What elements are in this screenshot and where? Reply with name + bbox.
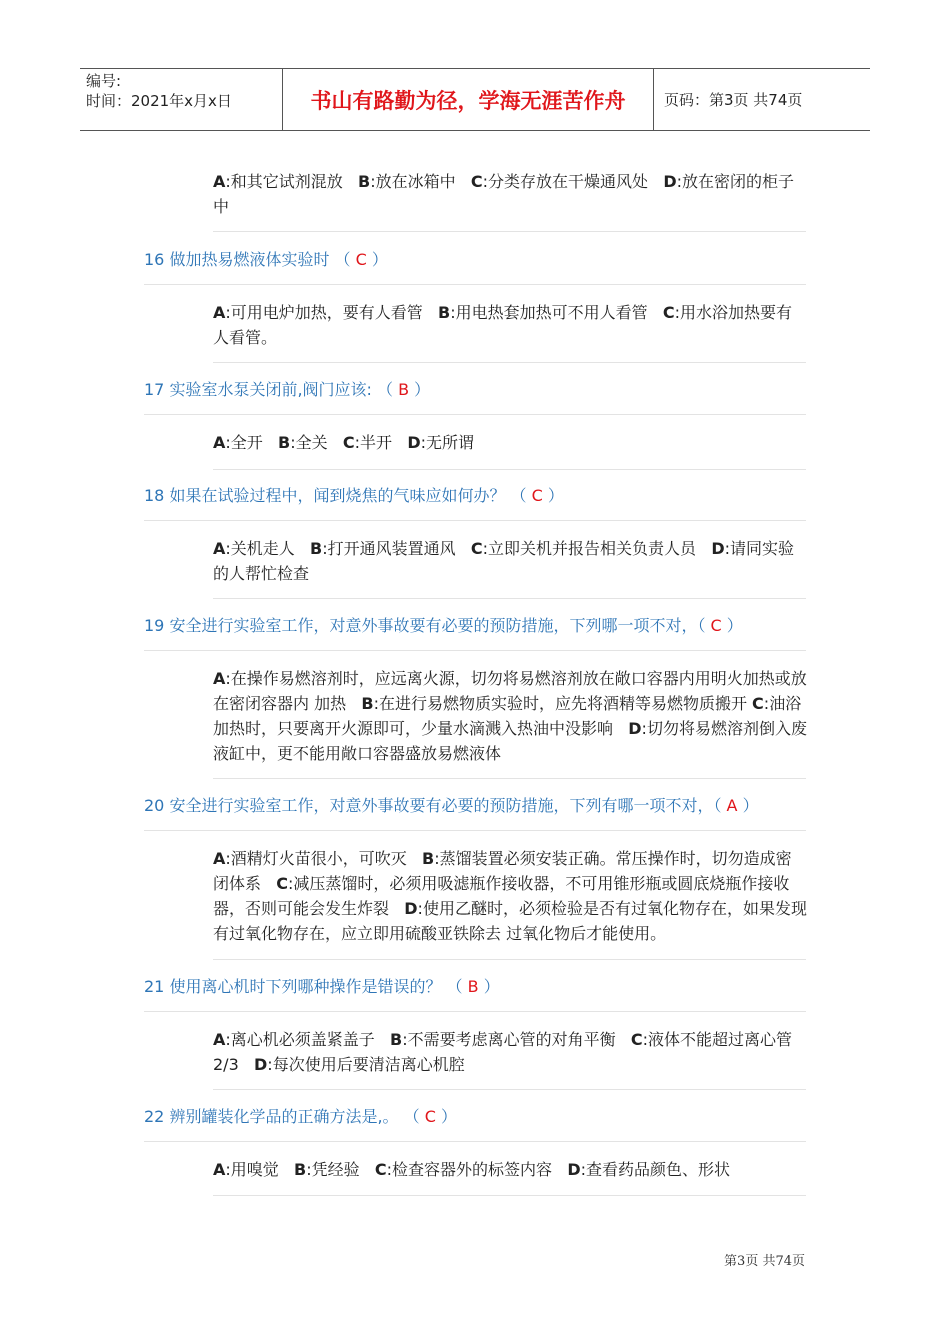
option-key: B bbox=[358, 172, 371, 191]
header-meta bbox=[80, 69, 282, 130]
option-text: :不需要考虑离心管的对角平衡 bbox=[402, 1030, 631, 1049]
option-key: D bbox=[404, 899, 418, 918]
answer-options bbox=[213, 1157, 807, 1182]
header-motto: 书山有路勤为径，学海无涯苦作舟 bbox=[282, 69, 654, 130]
answer-letter: C bbox=[705, 616, 727, 635]
option-key: B bbox=[294, 1160, 307, 1179]
option-key: B bbox=[438, 303, 451, 322]
option-key: C bbox=[662, 303, 675, 322]
option-key: A bbox=[213, 849, 226, 868]
option-key: C bbox=[276, 874, 289, 893]
option-key: A bbox=[213, 539, 226, 558]
option-text: :液体不能超过离心管 2/3 bbox=[213, 1030, 798, 1074]
option-text: :全关 bbox=[290, 433, 343, 452]
option-key: C bbox=[470, 172, 483, 191]
option-text: :无所谓 bbox=[420, 433, 474, 452]
option-key: C bbox=[630, 1030, 643, 1049]
question-text: 16 做加热易燃液体实验时 （ bbox=[144, 250, 351, 269]
option-text: :可用电炉加热，要有人看管 bbox=[225, 303, 439, 322]
divider bbox=[144, 520, 806, 521]
option-text: :关机走人 bbox=[225, 539, 311, 558]
option-text: :每次使用后要清洁离心机腔 bbox=[267, 1055, 465, 1074]
option-text: :凭经验 bbox=[306, 1160, 375, 1179]
answer-options bbox=[213, 300, 807, 350]
question-title bbox=[144, 615, 806, 637]
question-close: ） bbox=[414, 380, 431, 399]
option-key: B bbox=[278, 433, 291, 452]
option-key: A bbox=[213, 1030, 226, 1049]
answer-options bbox=[213, 666, 807, 766]
question-title bbox=[144, 379, 806, 401]
answer-options bbox=[213, 846, 807, 946]
option-text: :打开通风装置通风 bbox=[322, 539, 471, 558]
option-key: B bbox=[390, 1030, 403, 1049]
page-footer: 第3页 共74页 bbox=[724, 1254, 805, 1269]
question-text: 20 安全进行实验室工作，对意外事故要有必要的预防措施，下列有哪一项不对，（ bbox=[144, 796, 722, 815]
option-key: A bbox=[213, 433, 226, 452]
option-text: :分类存放在干燥通风处 bbox=[482, 172, 664, 191]
answer-letter: B bbox=[462, 977, 484, 996]
option-text: :放在冰箱中 bbox=[370, 172, 471, 191]
answer-options bbox=[213, 169, 807, 219]
divider bbox=[144, 414, 806, 415]
question-close: ） bbox=[742, 796, 759, 815]
option-text: :使用乙醚时，必须检验是否有过氧化物存在，如果发现有过氧化物存在，应立即用硫酸亚铁除去 过氧化物后才能使用。 bbox=[213, 899, 807, 943]
option-text: :全开 bbox=[225, 433, 279, 452]
question-title bbox=[144, 1106, 806, 1128]
divider bbox=[213, 1195, 806, 1196]
question-close: ） bbox=[371, 250, 388, 269]
option-key: B bbox=[422, 849, 435, 868]
divider bbox=[213, 1089, 806, 1090]
option-text: :酒精灯火苗很小，可吹灭 bbox=[225, 849, 423, 868]
option-key: D bbox=[711, 539, 725, 558]
divider bbox=[213, 959, 806, 960]
option-key: D bbox=[567, 1160, 581, 1179]
option-key: B bbox=[361, 694, 374, 713]
divider bbox=[144, 284, 806, 285]
option-key: D bbox=[628, 719, 642, 738]
divider bbox=[144, 830, 806, 831]
question-close: ） bbox=[547, 486, 564, 505]
question-title bbox=[144, 976, 806, 998]
option-text: :蒸馏装置必须安装正确。常压操作时，切勿造成密闭体系 bbox=[213, 849, 792, 893]
doc-number-label: 编号: bbox=[86, 72, 122, 90]
option-key: C bbox=[342, 433, 355, 452]
option-key: C bbox=[752, 694, 764, 713]
option-key: D bbox=[254, 1055, 268, 1074]
option-key: C bbox=[374, 1160, 387, 1179]
question-text: 18 如果在试验过程中，闻到烧焦的气味应如何办？ （ bbox=[144, 486, 527, 505]
question-title bbox=[144, 249, 806, 271]
answer-options bbox=[213, 430, 807, 455]
option-text: :油浴加热时，只要离开火源即可，少量水滴溅入热油中没影响 bbox=[213, 694, 802, 738]
answer-options bbox=[213, 1027, 807, 1077]
option-text: :切勿将易燃溶剂倒入废液缸中，更不能用敞口容器盛放易燃液体 bbox=[213, 719, 807, 763]
option-text: :立即关机并报告相关负责人员 bbox=[482, 539, 712, 558]
option-text: :放在密闭的柜子中 bbox=[213, 172, 794, 216]
option-text: :在进行易燃物质实验时，应先将酒精等易燃物质搬开 bbox=[373, 694, 753, 713]
answer-letter: C bbox=[526, 486, 548, 505]
option-text: :查看药品颜色、形状 bbox=[580, 1160, 730, 1179]
option-key: B bbox=[310, 539, 323, 558]
answer-options bbox=[213, 536, 807, 586]
option-text: :用电热套加热可不用人看管 bbox=[450, 303, 663, 322]
question-close: ） bbox=[726, 616, 743, 635]
answer-letter: C bbox=[419, 1107, 441, 1126]
divider bbox=[213, 362, 806, 363]
option-key: A bbox=[213, 172, 226, 191]
header-page-label: 页码：第3页 共74页 bbox=[664, 91, 803, 109]
doc-time-label: 时间：2021年x月x日 bbox=[86, 92, 232, 110]
option-text: :检查容器外的标签内容 bbox=[386, 1160, 568, 1179]
option-text: :用水浴加热要有人看管。 bbox=[213, 303, 793, 347]
question-close: ） bbox=[440, 1107, 457, 1126]
question-title bbox=[144, 795, 806, 817]
divider bbox=[213, 469, 806, 470]
option-key: A bbox=[213, 1160, 226, 1179]
answer-letter: C bbox=[350, 250, 372, 269]
question-text: 21 使用离心机时下列哪种操作是错误的？ （ bbox=[144, 977, 463, 996]
divider bbox=[144, 1141, 806, 1142]
question-close: ） bbox=[483, 977, 500, 996]
divider bbox=[213, 231, 806, 232]
option-key: A bbox=[213, 303, 226, 322]
question-text: 19 安全进行实验室工作，对意外事故要有必要的预防措施，下列哪一项不对，（ bbox=[144, 616, 706, 635]
divider bbox=[144, 1011, 806, 1012]
option-key: D bbox=[663, 172, 677, 191]
answer-letter: A bbox=[721, 796, 743, 815]
page-header bbox=[80, 68, 870, 131]
option-key: D bbox=[407, 433, 421, 452]
option-text: :在操作易燃溶剂时，应远离火源，切勿将易燃溶剂放在敞口容器内用明火加热或放在密闭容器内 加热 bbox=[213, 669, 807, 713]
question-text: 17 实验室水泵关闭前,阀门应该: （ bbox=[144, 380, 394, 399]
divider bbox=[213, 778, 806, 779]
divider bbox=[144, 650, 806, 651]
question-text: 22 辨别罐装化学品的正确方法是,。 （ bbox=[144, 1107, 420, 1126]
option-text: :离心机必须盖紧盖子 bbox=[225, 1030, 391, 1049]
option-text: :用嗅觉 bbox=[225, 1160, 295, 1179]
option-key: C bbox=[470, 539, 483, 558]
divider bbox=[213, 598, 806, 599]
question-title bbox=[144, 485, 806, 507]
option-key: A bbox=[213, 669, 226, 688]
option-text: :减压蒸馏时，必须用吸滤瓶作接收器，不可用锥形瓶或圆底烧瓶作接收器，否则可能会发生炸裂 bbox=[213, 874, 790, 918]
option-text: :和其它试剂混放 bbox=[225, 172, 359, 191]
option-text: :请同实验的人帮忙检查 bbox=[213, 539, 794, 583]
option-text: :半开 bbox=[354, 433, 408, 452]
answer-letter: B bbox=[393, 380, 415, 399]
